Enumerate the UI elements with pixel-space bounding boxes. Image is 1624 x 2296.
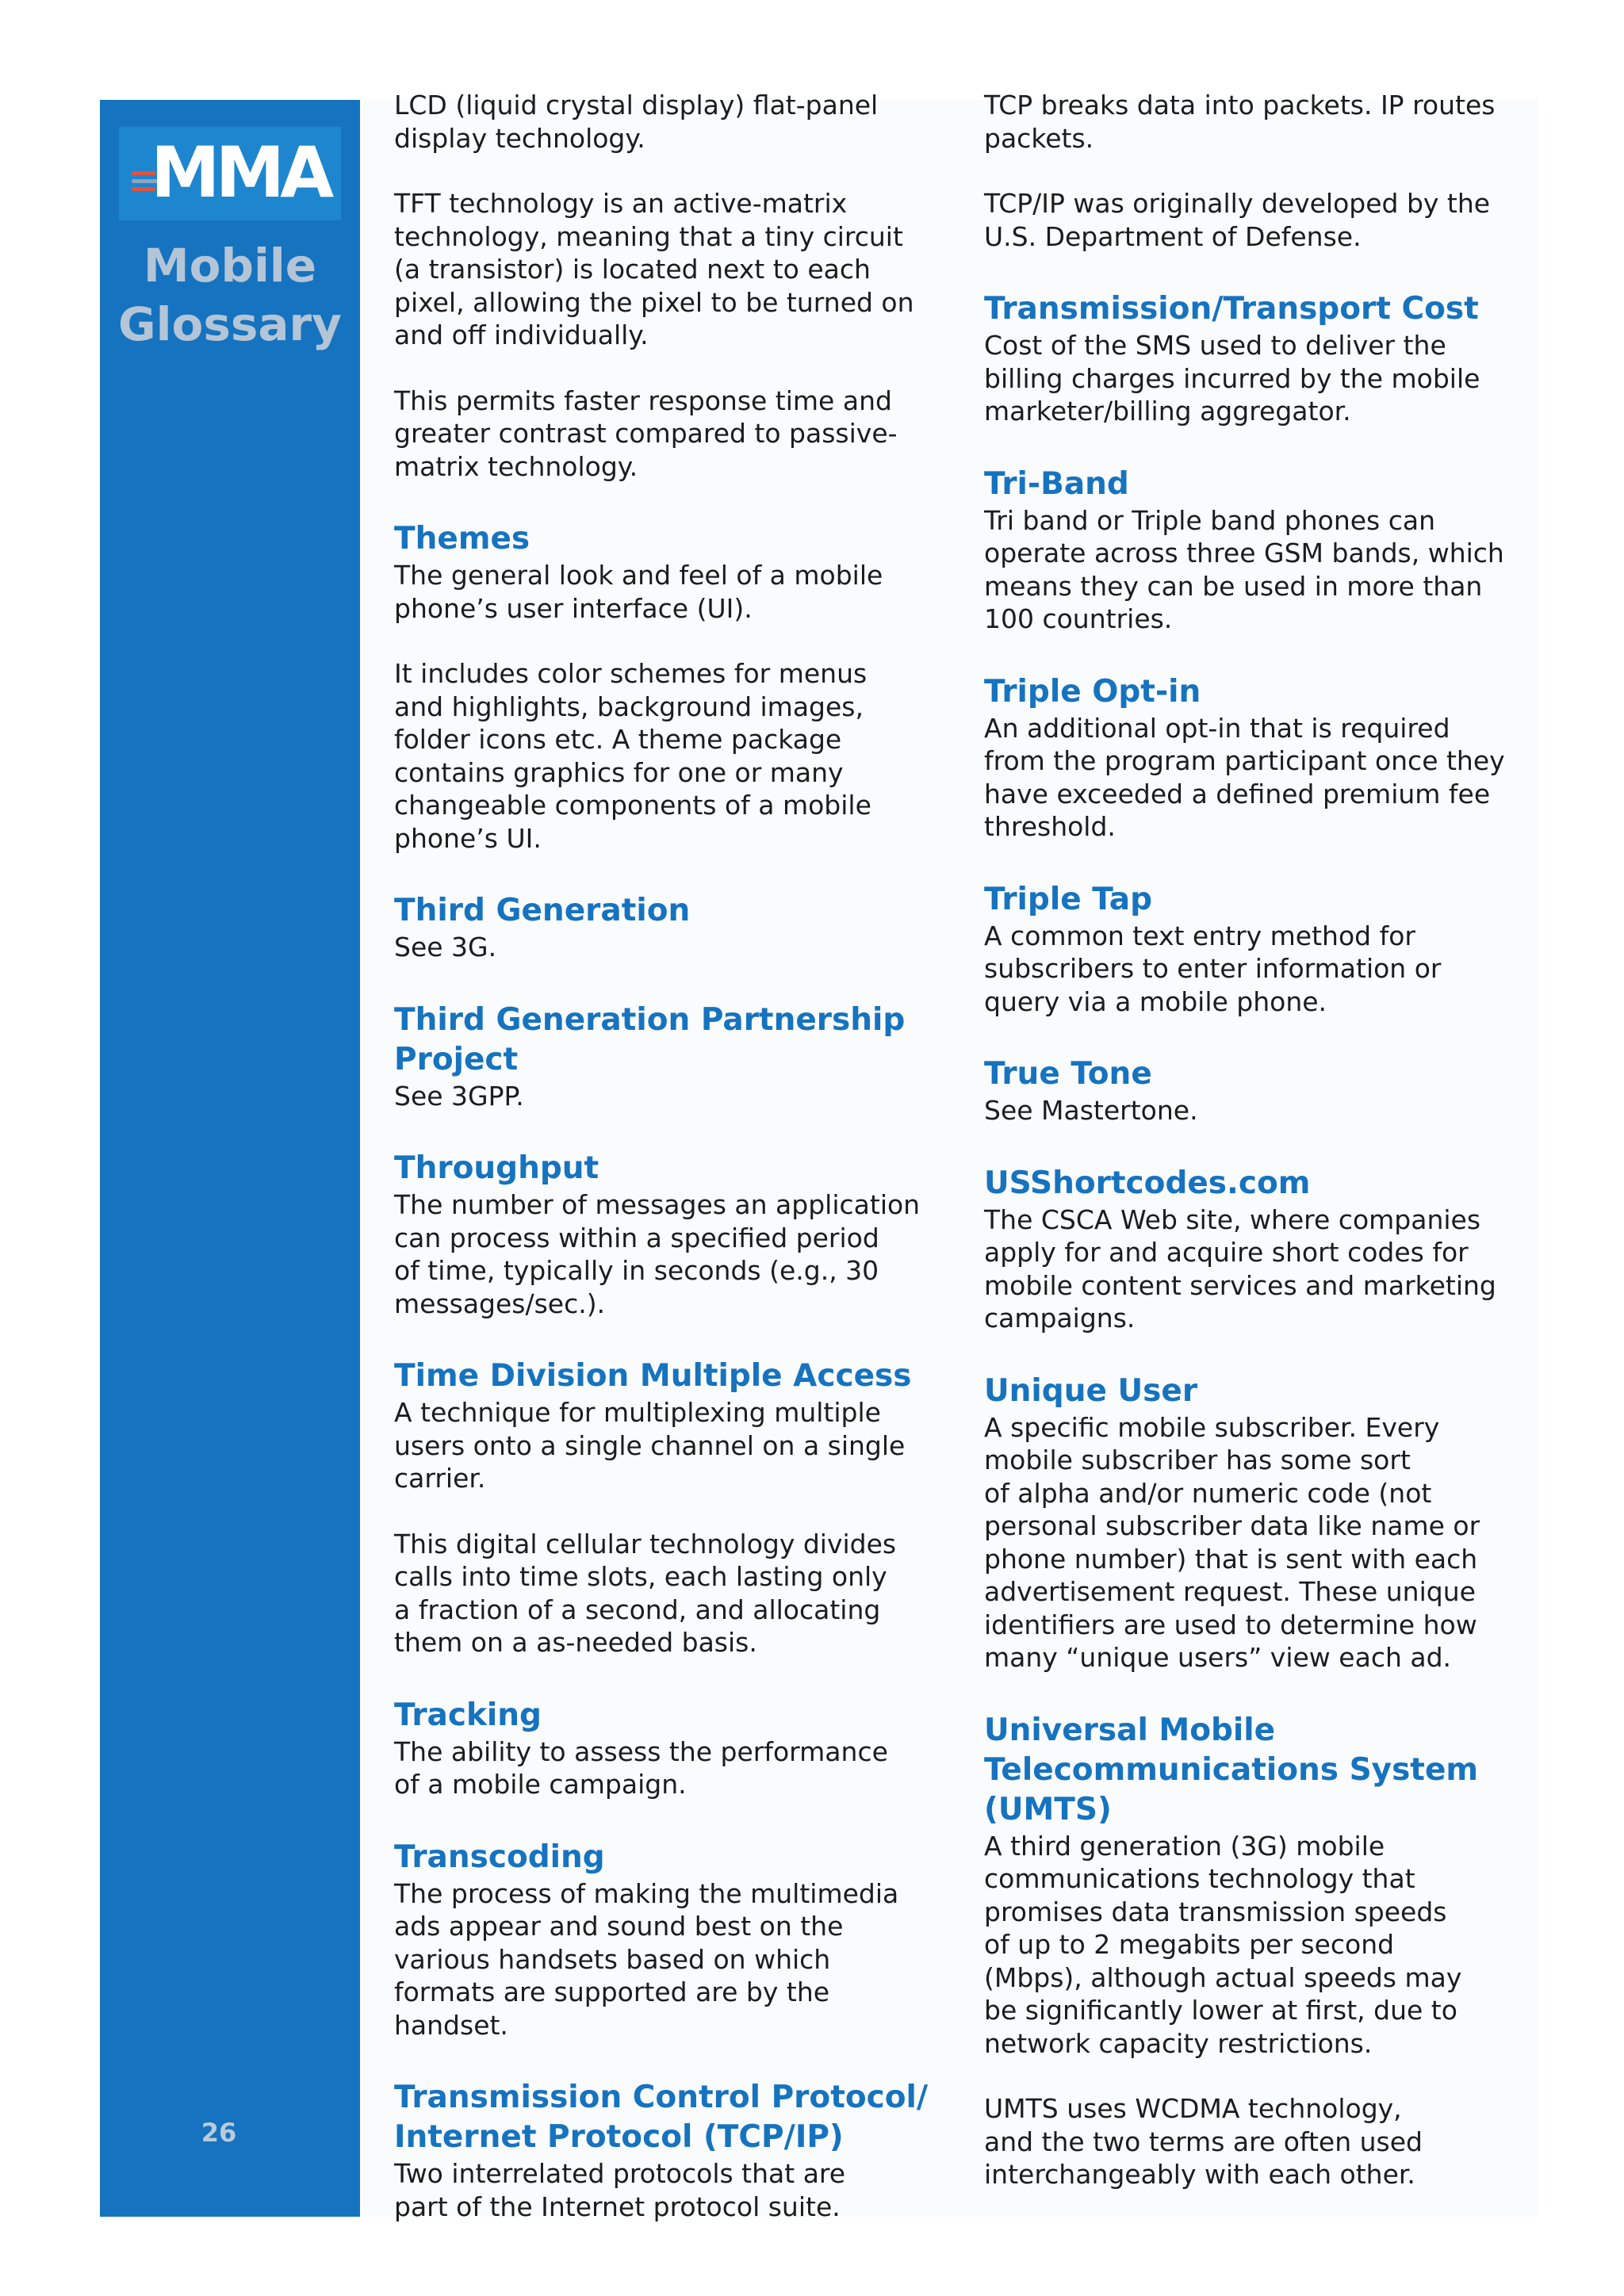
glossary-definition: See Mastertone. [984,1095,1198,1126]
glossary-definition: See 3GPP. [394,1080,524,1112]
glossary-definition: This digital cellular technology divides calls into time slots, each lasting only a fraction of a second, and allocating them on a as-needed basis. [394,1528,897,1658]
glossary-entry [984,1054,1539,1127]
glossary-term: Universal Mobile Telecommunications System (UMTS) [984,1712,1479,1827]
glossary-definition: TCP breaks data into packets. IP routes packets. [984,90,1496,154]
sidebar-title: Mobile Glossary [118,239,342,351]
glossary-definition: TCP/IP was originally developed by the U.S. Department of Defense. [984,188,1491,252]
glossary-definition: LCD (liquid crystal display) flat-panel display technology. [394,90,879,154]
glossary-entry [394,1001,953,1113]
glossary-term: Third Generation [394,893,691,928]
glossary-entry [984,1164,1539,1335]
page-number: 26 [201,2118,237,2148]
glossary-definition: The general look and feel of a mobile phone’s user interface (UI). [394,560,883,624]
glossary-definition: The CSCA Web site, where companies apply for and acquire short codes for mobile content services and marketing campaigns. [984,1203,1496,1334]
glossary-definition: Cost of the SMS used to deliver the billing charges incurred by the mobile marketer/billing aggregator. [984,330,1480,427]
glossary-definition: A specific mobile subscriber. Every mobile subscriber has some sort of alpha and/or numeric code (not personal subscriber data like name or phone number) that is sent with each advertisement request. These unique identifiers are used to determine how many “unique users” view each ad. [984,1411,1480,1673]
glossary-entry [984,89,1539,253]
glossary-definition: An additional opt-in that is required from the program participant once they have exceeded a defined premium fee threshold. [984,712,1505,842]
glossary-entry [394,519,953,855]
glossary-entry [984,1372,1539,1674]
logo-text: MMA [151,132,330,213]
glossary-entry [394,1696,953,1801]
glossary-entry [394,1149,953,1320]
glossary-definition: TFT technology is an active-matrix technology, meaning that a tiny circuit (a transistor) is located next to each pixel, allowing the pixel to be turned on and off individually. [394,188,914,350]
glossary-entry [984,1711,1539,2191]
glossary-term: Unique User [984,1372,1198,1409]
glossary-term: Third Generation Partnership Project [394,1001,906,1077]
glossary-definition: The ability to assess the performance of a mobile campaign. [394,1735,888,1800]
left-column [394,89,953,2260]
glossary-entry [394,1838,953,2042]
mma-logo [119,127,341,220]
right-column [984,89,1539,2228]
glossary-entry [984,672,1539,844]
glossary-sidebar [100,100,360,2217]
glossary-definition: A technique for multiplexing multiple users onto a single channel on a single carrier. [394,1397,906,1494]
glossary-definition: A third generation (3G) mobile communications technology that promises data transmission speeds of up to 2 megabits per second (Mbps), although actual speeds may be significantly lower at first, due to network capacity restrictions. [984,1830,1462,2059]
glossary-definition: Tri band or Triple band phones can operate across three GSM bands, which means they can be used in more than 100 countries. [984,504,1504,634]
glossary-term: Tracking [394,1697,542,1733]
glossary-term: Triple Tap [984,881,1153,917]
glossary-entry [394,2078,953,2223]
glossary-definition: The number of messages an application can process within a specified period of time, typically in seconds (e.g., 30 messages/sec.). [394,1189,921,1319]
glossary-entry [394,1357,953,1659]
glossary-entry [984,289,1539,428]
glossary-definition: The process of making the multimedia ads appear and sound best on the various handsets based on which formats are supported are by the handset. [394,1877,899,2041]
glossary-definition: It includes color schemes for menus and highlights, background images, folder icons etc. A theme package contains graphics for one or many changeable components of a mobile phone’s UI. [394,658,871,854]
glossary-term: Tri-Band [984,465,1129,502]
glossary-term: Transmission Control Protocol/ Internet Protocol (TCP/IP) [394,2080,929,2155]
glossary-term: Transcoding [394,1839,605,1875]
glossary-entry [984,880,1539,1019]
glossary-term: Triple Opt-in [984,673,1201,710]
glossary-entry [394,891,953,964]
glossary-term: Themes [394,521,530,557]
glossary-definition: Two interrelated protocols that are part of the Internet protocol suite. [394,2158,846,2222]
glossary-definition: UMTS uses WCDMA technology, and the two terms are often used interchangeably with each other. [984,2093,1423,2190]
glossary-entry [984,465,1539,636]
glossary-definition: See 3G. [394,932,497,962]
glossary-term: Throughput [394,1150,599,1186]
glossary-term: True Tone [984,1056,1152,1092]
glossary-term: USShortcodes.com [984,1165,1311,1201]
glossary-term: Time Division Multiple Access [394,1358,912,1394]
glossary-definition: A common text entry method for subscribers to enter information or query via a mobile phone. [984,920,1442,1017]
glossary-term: Transmission/Transport Cost [984,291,1479,327]
glossary-entry [394,89,953,483]
glossary-definition: This permits faster response time and greater contrast compared to passive- matrix technology. [394,385,898,482]
